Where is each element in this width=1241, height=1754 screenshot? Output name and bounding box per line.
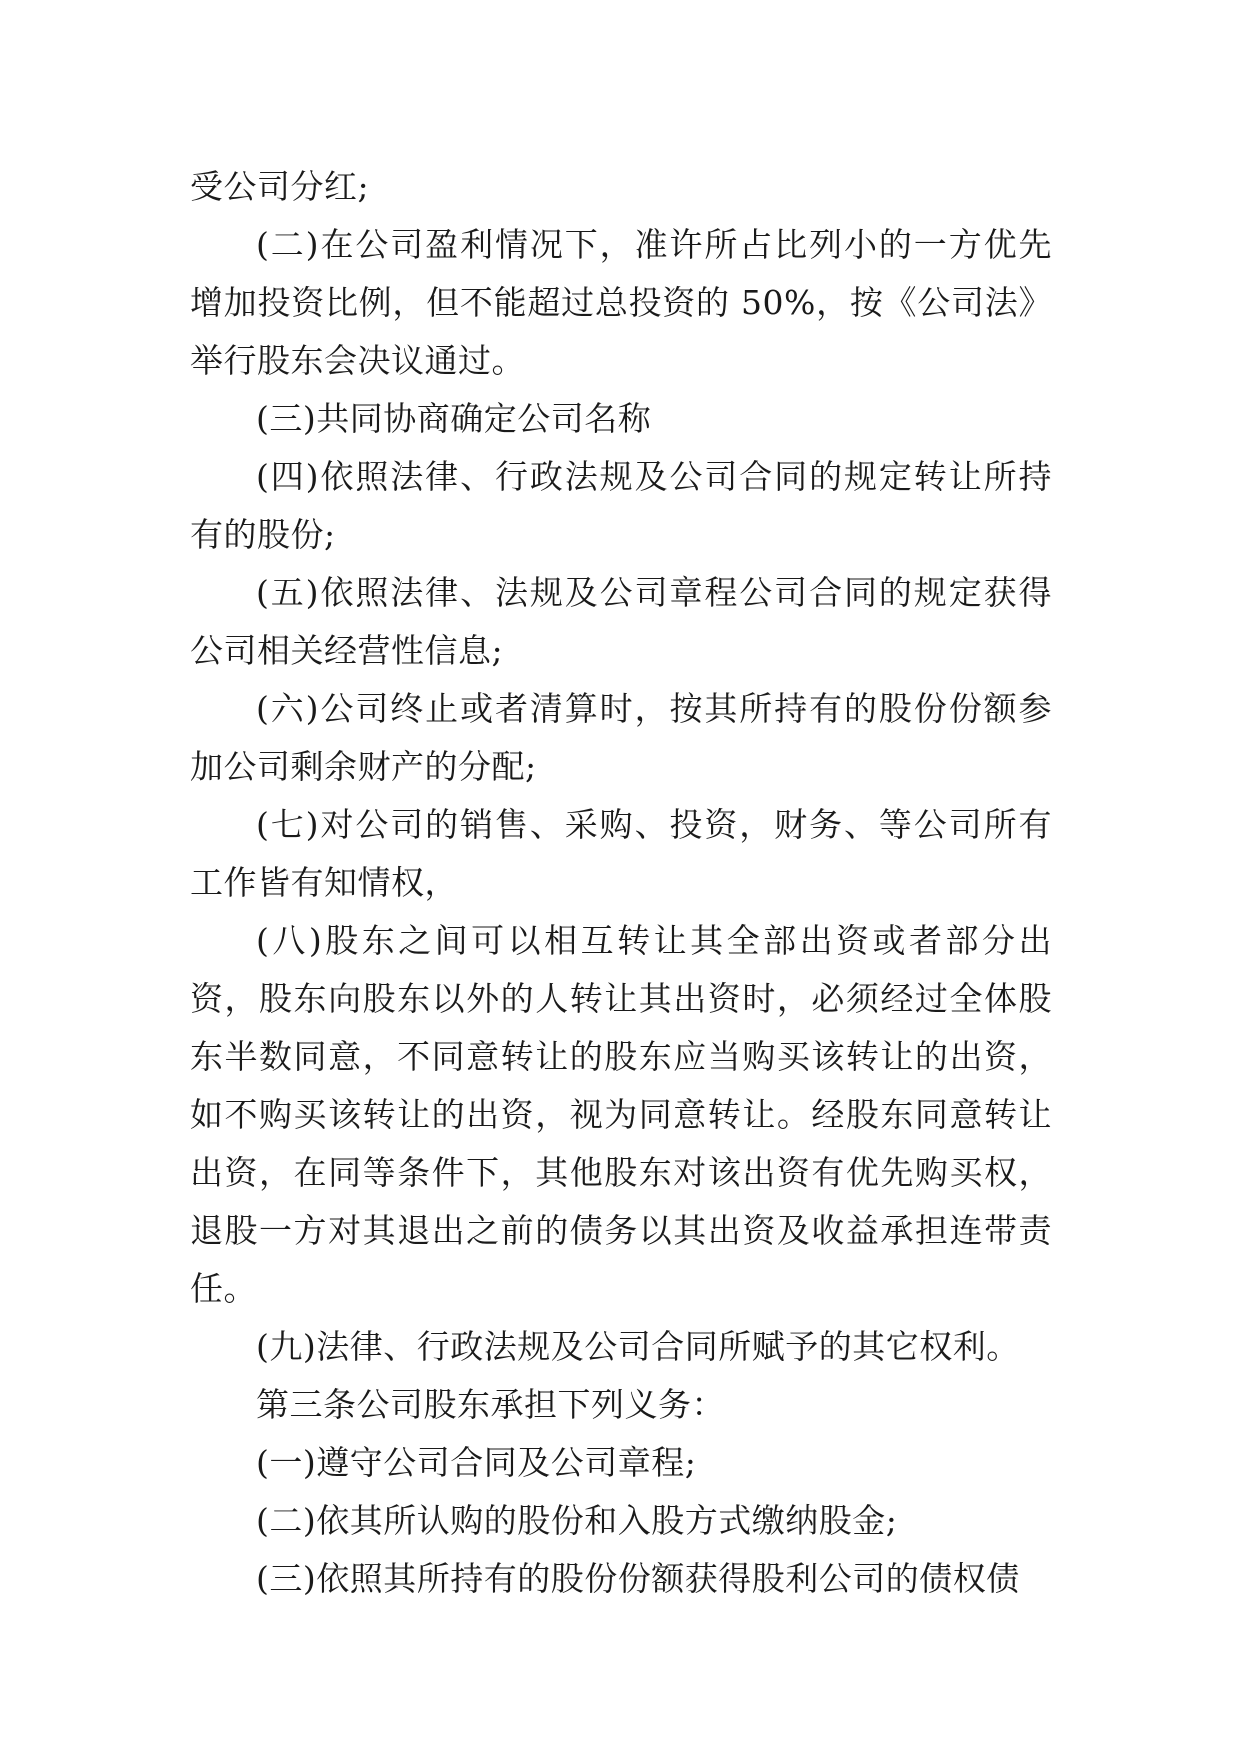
- paragraph-2: (二)在公司盈利情况下，准许所占比列小的一方优先增加投资比例，但不能超过总投资的 50%，按《公司法》举行股东会决议通过。: [190, 225, 1052, 380]
- paragraph-6: (六)公司终止或者清算时，按其所持有的股份份额参加公司剩余财产的分配;: [190, 689, 1052, 786]
- paragraph-9: (九)法律、行政法规及公司合同所赋予的其它权利。: [256, 1327, 1020, 1366]
- paragraph-10: 第三条公司股东承担下列义务：: [256, 1385, 725, 1424]
- paragraph-12: (二)依其所认购的股份和入股方式缴纳股金;: [256, 1501, 898, 1540]
- paragraph-4: (四)依照法律、行政法规及公司合同的规定转让所持有的股份;: [190, 457, 1052, 554]
- paragraph-11: (一)遵守公司合同及公司章程;: [256, 1443, 697, 1482]
- paragraph-8: (八)股东之间可以相互转让其全部出资或者部分出资，股东向股东以外的人转让其出资时，必须经过全体股东半数同意，不同意转让的股东应当购买该转让的出资，如不购买该转让的出资，视为同意转让。经股东同意转让出资，在同等条件下，其他股东对该出资有优先购买权，退股一方对其退出之前的债务以其出资及收益承担连带责任。: [190, 921, 1052, 1308]
- paragraph-7: (七)对公司的销售、采购、投资，财务、等公司所有工作皆有知情权，: [190, 805, 1052, 902]
- document-body: [190, 158, 1052, 1608]
- paragraph-1: 受公司分红;: [190, 167, 370, 206]
- paragraph-5: (五)依照法律、法规及公司章程公司合同的规定获得公司相关经营性信息;: [190, 573, 1052, 670]
- paragraph-13: (三)依照其所持有的股份份额获得股利公司的债权债: [256, 1559, 1020, 1598]
- paragraph-3: (三)共同协商确定公司名称: [256, 399, 652, 438]
